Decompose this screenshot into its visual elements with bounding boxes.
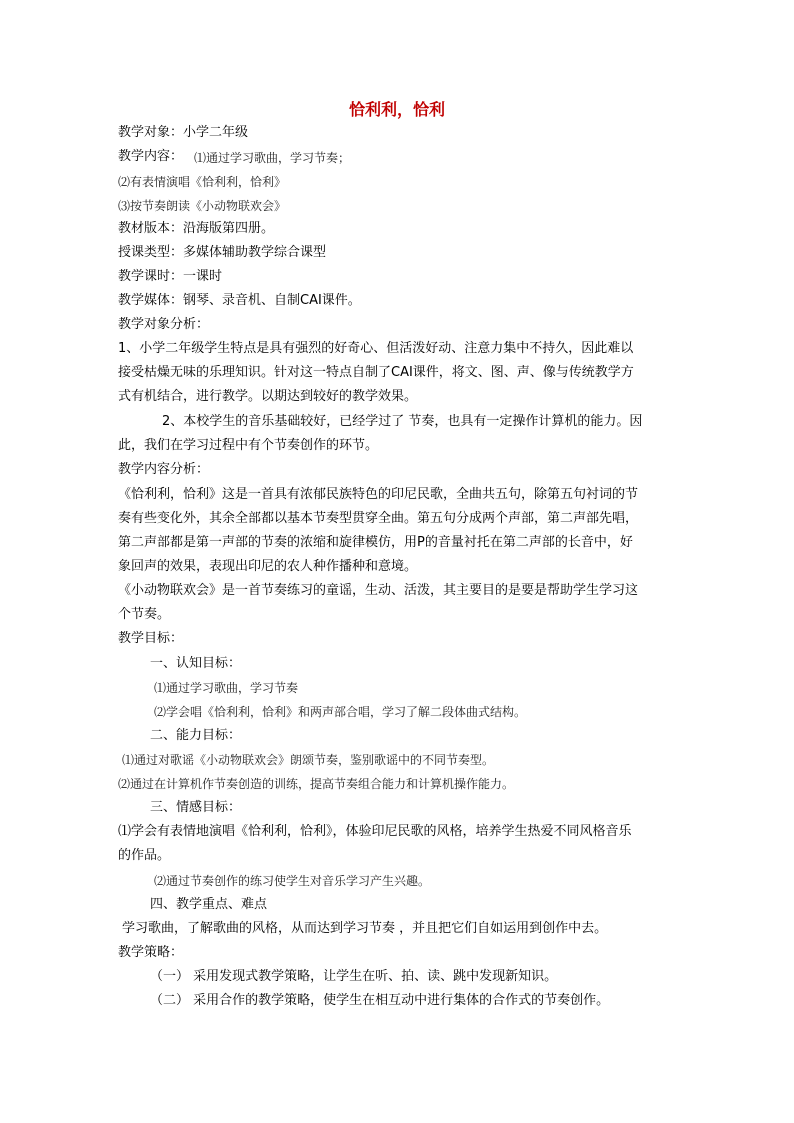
text-line: 《小动物联欢会》是一首节奏练习的童谣，生动、活泼，其主要目的是要是帮助学生学习这 bbox=[118, 583, 639, 598]
text-line: ⑵有表情演唱《恰利利，恰利》 bbox=[118, 175, 287, 189]
text-line: 接受枯燥无味的乐理知识。针对这一特点自制了CAI课件，将文、图、声、像与传统教学方 bbox=[118, 365, 634, 380]
subsection-heading: 二、能力目标： bbox=[150, 728, 242, 743]
text-line: 教学对象：小学二年级 bbox=[118, 125, 249, 140]
subsection-heading: 四、教学重点、难点 bbox=[150, 897, 268, 912]
text-line: ⑴通过对歌谣《小动物联欢会》朗颂节奏，鉴别歌谣中的不同节奏型。 bbox=[122, 753, 495, 767]
text-line: ⑶按节奏朗读《小动物联欢会》 bbox=[118, 199, 287, 213]
text-line: 的作品。 bbox=[118, 848, 171, 863]
text-line: ⑴通过学习歌曲，学习节奏； bbox=[194, 151, 351, 165]
text-line: 教学媒体：钢琴、录音机、自制CAI课件。 bbox=[118, 293, 361, 308]
text-line: 教材版本：沿海版第四册。 bbox=[118, 221, 275, 236]
text-line: 《恰利利，恰利》这是一首具有浓郁民族特色的印尼民歌，全曲共五句，除第五句衬词的节 bbox=[118, 487, 639, 502]
text-line: 2、本校学生的音乐基础较好，已经学过了 节奏，也具有一定操作计算机的能力。因 bbox=[162, 414, 643, 429]
text-line: ⑴通过学习歌曲，学习节奏 bbox=[154, 681, 299, 695]
text-line: 授课类型：多媒体辅助教学综合课型 bbox=[118, 245, 327, 260]
text-line: 教学课时：一课时 bbox=[118, 269, 223, 284]
section-heading: 教学策略： bbox=[118, 945, 184, 960]
section-heading: 教学内容分析： bbox=[118, 462, 210, 477]
subsection-heading: 一、认知目标： bbox=[150, 656, 242, 671]
text-line: 奏有些变化外，其余全部都以基本节奏型贯穿全曲。第五句分成两个声部，第二声部先唱， bbox=[118, 511, 639, 526]
text-line: （二） 采用合作的教学策略，使学生在相互动中进行集体的合作式的节奏创作。 bbox=[150, 993, 610, 1008]
text-line: 式有机结合，进行教学。以期达到较好的教学效果。 bbox=[118, 389, 418, 404]
text-line: 个节奏。 bbox=[118, 607, 171, 622]
text-line: ⑵通过节奏创作的练习使学生对音乐学习产生兴趣。 bbox=[154, 874, 431, 888]
text-line: 教学内容： bbox=[118, 149, 184, 164]
section-heading: 教学对象分析： bbox=[118, 317, 210, 332]
text-line: 象回声的效果，表现出印尼的农人种作播种和意境。 bbox=[118, 559, 418, 574]
text-line: 此，我们在学习过程中有个节奏创作的环节。 bbox=[118, 438, 379, 453]
text-line: 学习歌曲，了解歌曲的风格，从而达到学习节奏 ，并且把它们自如运用到创作中去。 bbox=[122, 921, 608, 936]
text-line: 第二声部都是第一声部的节奏的浓缩和旋律模仿，用P的音量衬托在第二声部的长音中，好 bbox=[118, 535, 633, 550]
subsection-heading: 三、情感目标： bbox=[150, 800, 242, 815]
text-line: ⑴学会有表情地演唱《恰利利，恰利》，体验印尼民歌的风格，培养学生热爱不同风格音乐 bbox=[118, 824, 632, 839]
section-heading: 教学目标： bbox=[118, 631, 184, 646]
document-title: 恰利利，恰利 bbox=[348, 100, 445, 119]
text-line: ⑵通过在计算机作节奏创造的训练，提高节奏组合能力和计算机操作能力。 bbox=[118, 777, 515, 791]
text-line: ⑵学会唱《恰利利，恰利》和两声部合唱，学习了解二段体曲式结构。 bbox=[154, 705, 527, 719]
text-line: （一） 采用发现式教学策略，让学生在听、拍、读、跳中发现新知识。 bbox=[150, 969, 558, 984]
text-line: 1、小学二年级学生特点是具有强烈的好奇心、但活泼好动、注意力集中不持久，因此难以 bbox=[118, 341, 634, 356]
